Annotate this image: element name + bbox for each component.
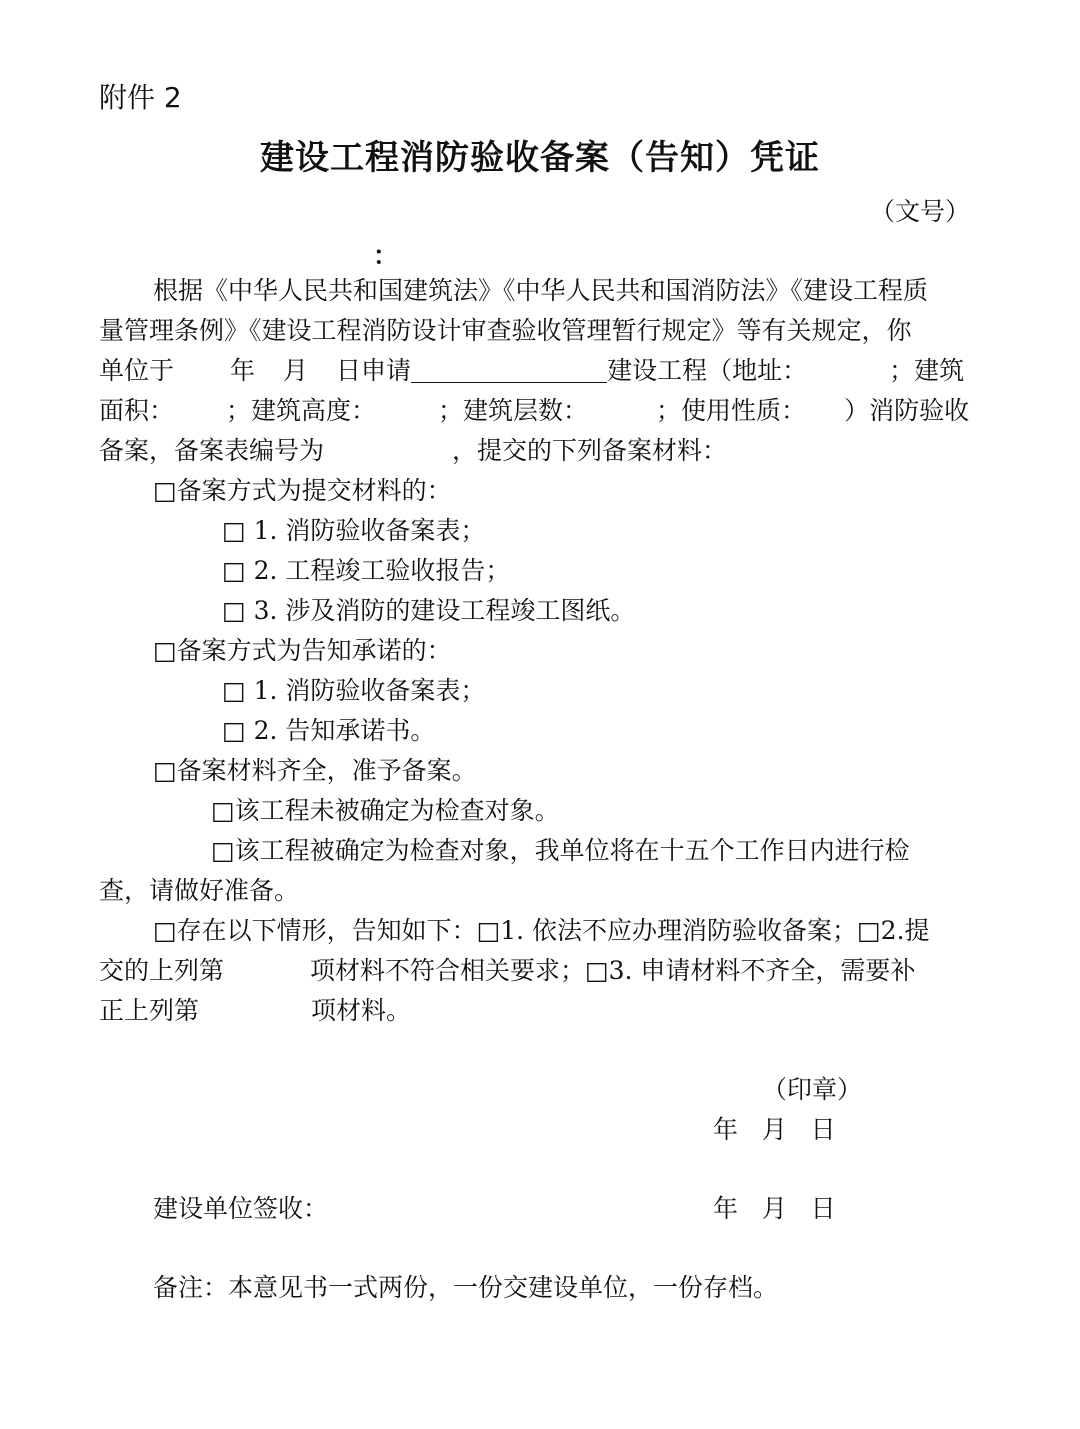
intro-line-1: 根据《中华人民共和国建筑法》《中华人民共和国消防法》《建设工程质 <box>153 276 929 305</box>
intro-year: 年 <box>230 356 256 385</box>
intro-line-3 <box>99 351 964 391</box>
intro-area: 面积： <box>99 396 175 425</box>
seal-date: 年 月 日 <box>713 1115 836 1144</box>
inspection-target-line-2: 查，请做好准备。 <box>99 876 300 905</box>
intro-project-address: 建设工程（地址： <box>607 356 808 385</box>
option-promise-item-1: □ 1. 消防验收备案表； <box>222 676 486 705</box>
intro-line-2: 量管理条例》《建设工程消防设计审查验收管理暂行规定》等有关规定，你 <box>99 316 912 345</box>
intro-floors: ；建筑层数： <box>438 396 589 425</box>
option-submit-heading: □备案方式为提交材料的： <box>153 476 452 505</box>
option-submit-item-1: □ 1. 消防验收备案表； <box>222 516 486 545</box>
situations-line-3 <box>99 991 411 1031</box>
intro-building: ；建筑 <box>889 356 965 385</box>
intro-unit: 单位于 <box>99 356 175 385</box>
intro-day-apply: 日申请 <box>336 356 412 385</box>
complete-heading: □备案材料齐全，准予备案。 <box>153 756 477 785</box>
not-inspection-target: □该工程未被确定为检查对象。 <box>211 796 560 825</box>
option-submit-item-2: □ 2. 工程竣工验收报告； <box>222 556 511 585</box>
intro-acceptance: ）消防验收 <box>844 396 970 425</box>
intro-line-4 <box>99 391 969 431</box>
situations-correct-text: 项材料。 <box>311 996 412 1025</box>
intro-materials: ，提交的下列备案材料： <box>452 436 728 465</box>
situations-correct-prefix: 正上列第 <box>99 996 200 1025</box>
intro-height: ；建筑高度： <box>226 396 377 425</box>
intro-usage: ；使用性质： <box>656 396 807 425</box>
situations-item-prefix: 交的上列第 <box>99 956 225 985</box>
option-promise-item-2: □ 2. 告知承诺书。 <box>222 716 436 745</box>
addressee-colon: ： <box>373 241 399 270</box>
situations-line-2 <box>99 951 915 991</box>
intro-month: 月 <box>283 356 309 385</box>
seal-label: （印章） <box>762 1075 863 1104</box>
document-number: （文号） <box>869 197 970 226</box>
project-name-blank <box>411 356 607 383</box>
inspection-target-line-1: □该工程被确定为检查对象，我单位将在十五个工作日内进行检 <box>211 836 910 865</box>
option-submit-item-3: □ 3. 涉及消防的建设工程竣工图纸。 <box>222 596 636 625</box>
intro-line-5 <box>99 431 727 471</box>
intro-form-number: 备案，备案表编号为 <box>99 436 325 465</box>
situations-line-1: □存在以下情形，告知如下：□1. 依法不应办理消防验收备案；□2.提 <box>153 916 930 945</box>
note: 备注：本意见书一式两份，一份交建设单位，一份存档。 <box>153 1273 779 1302</box>
option-promise-heading: □备案方式为告知承诺的： <box>153 636 452 665</box>
receipt-date: 年 月 日 <box>713 1194 836 1223</box>
document-title: 建设工程消防验收备案（告知）凭证 <box>260 138 820 178</box>
receipt-label: 建设单位签收： <box>153 1194 329 1223</box>
attachment-label: 附件 2 <box>99 81 182 114</box>
situations-item-text: 项材料不符合相关要求；□3. 申请材料不齐全，需要补 <box>310 956 916 985</box>
